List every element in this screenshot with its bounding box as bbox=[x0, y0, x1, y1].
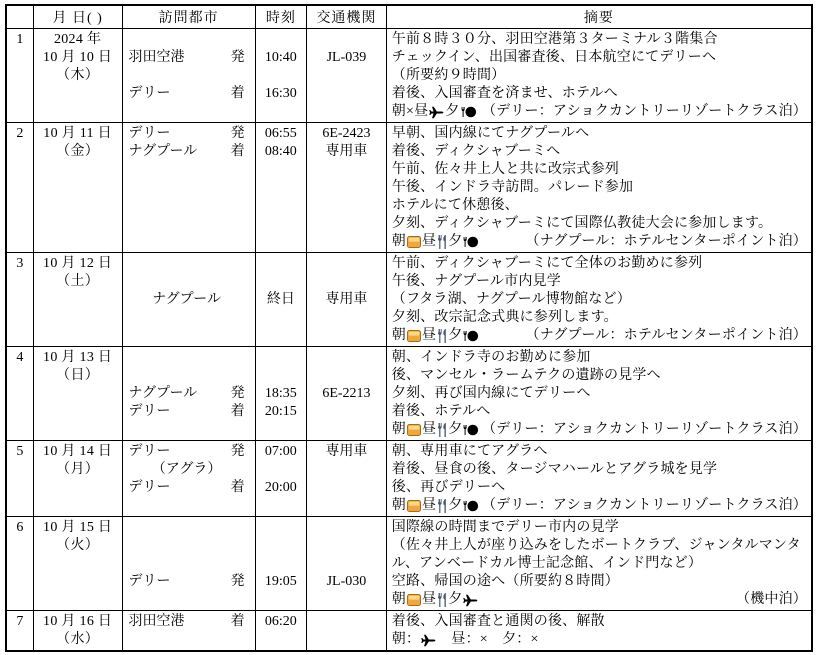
header-cell-summary: 摘要 bbox=[386, 5, 812, 29]
time-cell bbox=[255, 441, 306, 517]
date-cell bbox=[33, 517, 122, 611]
time-cell bbox=[255, 347, 306, 441]
summary-line: 午前、ディクシャブーミにて全体のお勤めに参列 bbox=[391, 256, 703, 271]
city-cell bbox=[122, 441, 255, 517]
summary-cell bbox=[386, 29, 812, 123]
row-number: 4 bbox=[16, 350, 24, 365]
transport-value bbox=[307, 519, 386, 537]
city-line-blank bbox=[129, 255, 245, 273]
date-line: （水） bbox=[56, 632, 100, 647]
bento-icon bbox=[407, 594, 421, 606]
meal-label: 朝 bbox=[391, 498, 406, 513]
meal-label: 昼 bbox=[421, 498, 437, 513]
time-value: 終日 bbox=[266, 292, 295, 307]
time-value bbox=[256, 31, 306, 49]
time-value bbox=[256, 255, 306, 273]
itinerary-row-4 bbox=[6, 347, 812, 441]
transport-value bbox=[307, 273, 386, 291]
summary-cell bbox=[386, 253, 812, 347]
meal-label: 朝 bbox=[391, 592, 406, 607]
city-name: デリー bbox=[128, 126, 171, 141]
meal-indicators bbox=[392, 421, 481, 439]
summary-line: 着後、ディクシャブーミへ bbox=[391, 144, 561, 159]
itinerary-table bbox=[5, 4, 813, 652]
bento-icon bbox=[407, 330, 421, 342]
row-number: 6 bbox=[16, 520, 24, 535]
summary-line: （所要約９時間） bbox=[391, 68, 506, 83]
summary-line: チェックイン、出国審査後、日本航空にてデリーへ bbox=[391, 50, 717, 65]
transport-cell bbox=[307, 253, 387, 347]
plane-icon bbox=[463, 594, 478, 607]
city-line bbox=[129, 573, 245, 591]
row-number-cell bbox=[6, 611, 33, 651]
date-cell bbox=[33, 123, 122, 253]
city-name: デリー bbox=[128, 574, 171, 589]
transport-value: 専用車 bbox=[325, 444, 368, 459]
meal-label: 昼 bbox=[421, 592, 437, 607]
hotel-note: （デリー：アショクカントリーリゾートクラス泊） bbox=[481, 104, 807, 119]
date-line: （日） bbox=[56, 368, 100, 383]
dep-arr-mark: 発 bbox=[230, 574, 245, 589]
dep-arr-mark: 発 bbox=[230, 126, 245, 141]
city-line-blank bbox=[129, 537, 245, 555]
date-cell bbox=[33, 441, 122, 517]
itinerary-row-3 bbox=[6, 253, 812, 347]
meal-line bbox=[392, 327, 807, 345]
city-line-blank bbox=[129, 555, 245, 573]
transport-value bbox=[307, 367, 386, 385]
time-value: 16:30 bbox=[264, 86, 297, 101]
plate-icon bbox=[463, 500, 479, 512]
summary-line: 着後、昼食の後、タージマハールとアグラ城を見学 bbox=[391, 462, 718, 477]
time-value bbox=[256, 537, 306, 555]
meal-line bbox=[392, 103, 807, 121]
summary-line: ル、アンベードカル博士記念館、インド門など） bbox=[391, 556, 703, 571]
meal-line bbox=[392, 631, 807, 649]
plate-icon bbox=[463, 424, 479, 436]
time-value: 10:40 bbox=[264, 50, 297, 65]
meal-indicators bbox=[392, 591, 480, 609]
city-line-blank bbox=[129, 349, 245, 367]
plate-icon bbox=[463, 330, 479, 342]
summary-line: 着後、入国審査を済ませ、ホテルへ bbox=[391, 86, 618, 101]
transport-cell bbox=[307, 517, 387, 611]
summary-line: 着後、ホテルへ bbox=[391, 404, 491, 419]
city-name: デリー bbox=[128, 444, 171, 459]
meal-line bbox=[392, 421, 807, 439]
date-cell bbox=[33, 29, 122, 123]
time-value bbox=[256, 273, 306, 291]
time-value: 18:35 bbox=[264, 386, 297, 401]
meal-indicators bbox=[392, 497, 481, 515]
city-cell bbox=[122, 123, 255, 253]
transport-value: JL-030 bbox=[326, 574, 367, 589]
city-line bbox=[129, 85, 245, 103]
transport-cell bbox=[307, 347, 387, 441]
time-value bbox=[256, 349, 306, 367]
time-value: 19:05 bbox=[264, 574, 297, 589]
plate-icon bbox=[461, 106, 477, 118]
itinerary-row-6 bbox=[6, 517, 812, 611]
hotel-note: （デリー：アショクカントリーリゾートクラス泊） bbox=[481, 498, 807, 513]
hotel-note: （ナグプール：ホテルセンターポイント泊） bbox=[525, 234, 807, 249]
date-line: 10 月 10 日 bbox=[43, 50, 113, 65]
city-line bbox=[129, 403, 245, 421]
city-cell bbox=[122, 253, 255, 347]
time-cell bbox=[255, 517, 306, 611]
meal-label: 朝： bbox=[391, 632, 421, 647]
summary-line: 朝、インドラ寺のお勤めに参加 bbox=[391, 350, 591, 365]
meal-line bbox=[392, 233, 807, 251]
dep-arr-mark: 着 bbox=[230, 144, 245, 159]
date-line: （火） bbox=[56, 538, 100, 553]
meal-indicators bbox=[392, 631, 539, 649]
meal-label: 夕 bbox=[448, 592, 463, 607]
header-cell-time: 時刻 bbox=[255, 5, 306, 29]
time-value: 06:20 bbox=[264, 614, 297, 629]
city-line-blank bbox=[129, 273, 245, 291]
city-line bbox=[129, 143, 245, 161]
time-cell bbox=[255, 253, 306, 347]
meal-label: 朝 bbox=[391, 422, 406, 437]
city-cell bbox=[122, 347, 255, 441]
city-line-blank bbox=[129, 31, 245, 49]
city-name: ナグプール bbox=[128, 386, 198, 401]
row-number-cell bbox=[6, 29, 33, 123]
transport-value bbox=[307, 255, 386, 273]
time-value: 07:00 bbox=[264, 444, 297, 459]
city-line bbox=[129, 49, 245, 67]
transport-cell bbox=[307, 123, 387, 253]
utensils-icon bbox=[437, 499, 447, 513]
city-line bbox=[129, 291, 245, 309]
transport-value: 専用車 bbox=[325, 292, 368, 307]
city-cell bbox=[122, 517, 255, 611]
city-line-blank bbox=[129, 67, 245, 85]
summary-line: 早朝、国内線にてナグプールへ bbox=[391, 126, 590, 141]
city-line-blank bbox=[129, 519, 245, 537]
dep-arr-mark: 着 bbox=[230, 404, 245, 419]
transport-value: 専用車 bbox=[325, 144, 368, 159]
bento-icon bbox=[407, 500, 421, 512]
dep-arr-mark: 発 bbox=[230, 50, 245, 65]
transport-value bbox=[307, 537, 386, 555]
itinerary-row-2 bbox=[6, 123, 812, 253]
time-value: 06:55 bbox=[264, 126, 297, 141]
date-line: （土） bbox=[56, 274, 100, 289]
time-cell bbox=[255, 123, 306, 253]
date-line: 10 月 12 日 bbox=[43, 256, 113, 271]
transport-cell bbox=[307, 611, 387, 651]
meal-label: 夕 bbox=[448, 328, 463, 343]
row-number-cell bbox=[6, 441, 33, 517]
dep-arr-mark: 着 bbox=[230, 86, 245, 101]
dep-arr-mark: 発 bbox=[230, 386, 245, 401]
time-cell bbox=[255, 29, 306, 123]
city-name: 羽田空港 bbox=[128, 50, 185, 65]
summary-line: ホテルにて休憩後、 bbox=[391, 198, 519, 213]
summary-cell bbox=[386, 517, 812, 611]
itinerary-row-7 bbox=[6, 611, 812, 651]
summary-line: 夕刻、再び国内線にてデリーへ bbox=[391, 386, 591, 401]
date-line: 10 月 11 日 bbox=[43, 126, 112, 141]
city-cell bbox=[122, 611, 255, 651]
date-cell bbox=[33, 253, 122, 347]
utensils-icon bbox=[437, 235, 447, 249]
time-value: 20:15 bbox=[264, 404, 297, 419]
itinerary-row-5 bbox=[6, 441, 812, 517]
plane-icon bbox=[421, 634, 436, 647]
city-name: （アグラ） bbox=[151, 462, 222, 477]
itinerary-body bbox=[6, 29, 812, 651]
dep-arr-mark: 着 bbox=[230, 614, 245, 629]
meal-label: 朝 bbox=[391, 328, 406, 343]
plate-icon bbox=[463, 236, 479, 248]
summary-line: 午前８時３０分、羽田空港第３ターミナル３階集合 bbox=[391, 32, 718, 47]
summary-line: 夕刻、改宗記念式典に参列します。 bbox=[391, 310, 618, 325]
city-name: ナグプール bbox=[152, 292, 221, 307]
summary-line: 空路、帰国の途へ（所要約８時間） bbox=[391, 574, 619, 589]
summary-line: 国際線の時間までデリー市内の見学 bbox=[391, 520, 619, 535]
transport-value bbox=[307, 349, 386, 367]
meal-label: 昼 bbox=[414, 104, 429, 119]
summary-cell bbox=[386, 441, 812, 517]
city-cell bbox=[122, 29, 255, 123]
itinerary-row-1 bbox=[6, 29, 812, 123]
transport-value: 6E-2423 bbox=[322, 126, 371, 141]
city-line-blank bbox=[129, 367, 245, 385]
dep-arr-mark: 発 bbox=[230, 444, 245, 459]
meal-label: 昼 bbox=[421, 328, 437, 343]
time-value bbox=[256, 555, 306, 573]
city-name: デリー bbox=[128, 404, 171, 419]
summary-line: （佐々井上人が座り込みをしたボートクラブ、ジャンタルマンタ bbox=[391, 538, 801, 553]
meal-label: 昼 bbox=[421, 422, 437, 437]
date-line: 10 月 16 日 bbox=[43, 614, 113, 629]
row-number-cell bbox=[6, 517, 33, 611]
meal-line bbox=[392, 591, 807, 609]
row-number: 2 bbox=[16, 126, 24, 141]
date-line: 10 月 13 日 bbox=[43, 350, 113, 365]
dep-arr-mark: 着 bbox=[230, 480, 245, 495]
time-value bbox=[256, 461, 306, 479]
meal-label: 朝 bbox=[391, 104, 406, 119]
date-cell bbox=[33, 611, 122, 651]
header-cell-city: 訪問都市 bbox=[122, 5, 255, 29]
city-line bbox=[129, 385, 245, 403]
date-line: （木） bbox=[56, 68, 100, 83]
utensils-icon bbox=[437, 329, 447, 343]
summary-cell bbox=[386, 611, 812, 651]
hotel-note: （ナグプール：ホテルセンターポイント泊） bbox=[525, 328, 807, 343]
summary-line: （フタラ湖、ナグプール博物館など） bbox=[391, 292, 631, 307]
summary-cell bbox=[386, 347, 812, 441]
summary-line: 着後、入国審査と通関の後、解散 bbox=[391, 614, 605, 629]
summary-line: 午前、佐々井上人と共に改宗式参列 bbox=[391, 162, 619, 177]
city-line bbox=[129, 461, 245, 479]
row-number: 1 bbox=[16, 32, 24, 47]
date-line: 2024 年 bbox=[53, 32, 102, 47]
time-value bbox=[256, 67, 306, 85]
hotel-note: （デリー：アショクカントリーリゾートクラス泊） bbox=[481, 422, 807, 437]
date-line: 10 月 15 日 bbox=[43, 520, 113, 535]
summary-line: 夕刻、ディクシャブーミにて国際仏教徒大会に参加します。 bbox=[391, 216, 773, 231]
meal-indicators bbox=[392, 327, 481, 345]
transport-value: JL-039 bbox=[326, 50, 367, 65]
date-line: （金） bbox=[56, 144, 100, 159]
date-line: 10 月 14 日 bbox=[43, 444, 113, 459]
utensils-icon bbox=[437, 593, 447, 607]
summary-line: 後、再びデリーへ bbox=[391, 480, 506, 495]
meal-label: 昼：× 夕：× bbox=[437, 632, 539, 647]
meal-label: 朝 bbox=[391, 234, 406, 249]
meal-line bbox=[392, 497, 807, 515]
meal-label: 夕 bbox=[445, 104, 460, 119]
meal-label: 夕 bbox=[448, 422, 463, 437]
city-line bbox=[129, 443, 245, 461]
header-row bbox=[6, 5, 812, 29]
meal-label: 昼 bbox=[421, 234, 437, 249]
header-cell-transport: 交通機関 bbox=[307, 5, 387, 29]
summary-line: 午後、ナグプール市内見学 bbox=[391, 274, 561, 289]
city-line bbox=[129, 125, 245, 143]
summary-cell bbox=[386, 123, 812, 253]
city-name: デリー bbox=[128, 480, 171, 495]
bento-icon bbox=[407, 424, 421, 436]
row-number: 5 bbox=[16, 444, 24, 459]
city-name: デリー bbox=[128, 86, 171, 101]
transport-cell bbox=[307, 441, 387, 517]
row-number: 3 bbox=[16, 256, 24, 271]
transport-cell bbox=[307, 29, 387, 123]
row-number: 7 bbox=[16, 614, 24, 629]
time-value bbox=[256, 367, 306, 385]
meal-label: 夕 bbox=[448, 498, 463, 513]
meal-label: × bbox=[405, 104, 415, 119]
meal-indicators bbox=[392, 233, 481, 251]
city-line bbox=[129, 479, 245, 497]
time-value: 08:40 bbox=[264, 144, 297, 159]
bento-icon bbox=[407, 236, 421, 248]
utensils-icon bbox=[437, 423, 447, 437]
summary-line: 朝、専用車にてアグラへ bbox=[391, 444, 548, 459]
time-value: 20:00 bbox=[264, 480, 297, 495]
transport-value bbox=[307, 555, 386, 573]
time-value bbox=[256, 519, 306, 537]
hotel-note: （機中泊） bbox=[736, 592, 807, 607]
date-cell bbox=[33, 347, 122, 441]
city-name: ナグプール bbox=[128, 144, 198, 159]
header-cell-date: 月 日( ) bbox=[33, 5, 122, 29]
meal-indicators bbox=[392, 103, 478, 121]
plane-icon bbox=[429, 106, 444, 119]
city-name: 羽田空港 bbox=[128, 614, 185, 629]
row-number-cell bbox=[6, 347, 33, 441]
transport-value bbox=[307, 31, 386, 49]
row-number-cell bbox=[6, 253, 33, 347]
row-number-cell bbox=[6, 123, 33, 253]
transport-value: 6E-2213 bbox=[322, 386, 371, 401]
header-cell-number bbox=[6, 5, 33, 29]
time-cell bbox=[255, 611, 306, 651]
date-line: （月） bbox=[56, 462, 100, 477]
meal-label: 夕 bbox=[448, 234, 463, 249]
city-line bbox=[129, 613, 245, 631]
summary-line: 後、マンセル・ラームテクの遺跡の見学へ bbox=[391, 368, 661, 383]
summary-line: 午後、インドラ寺訪問。パレード参加 bbox=[391, 180, 634, 195]
